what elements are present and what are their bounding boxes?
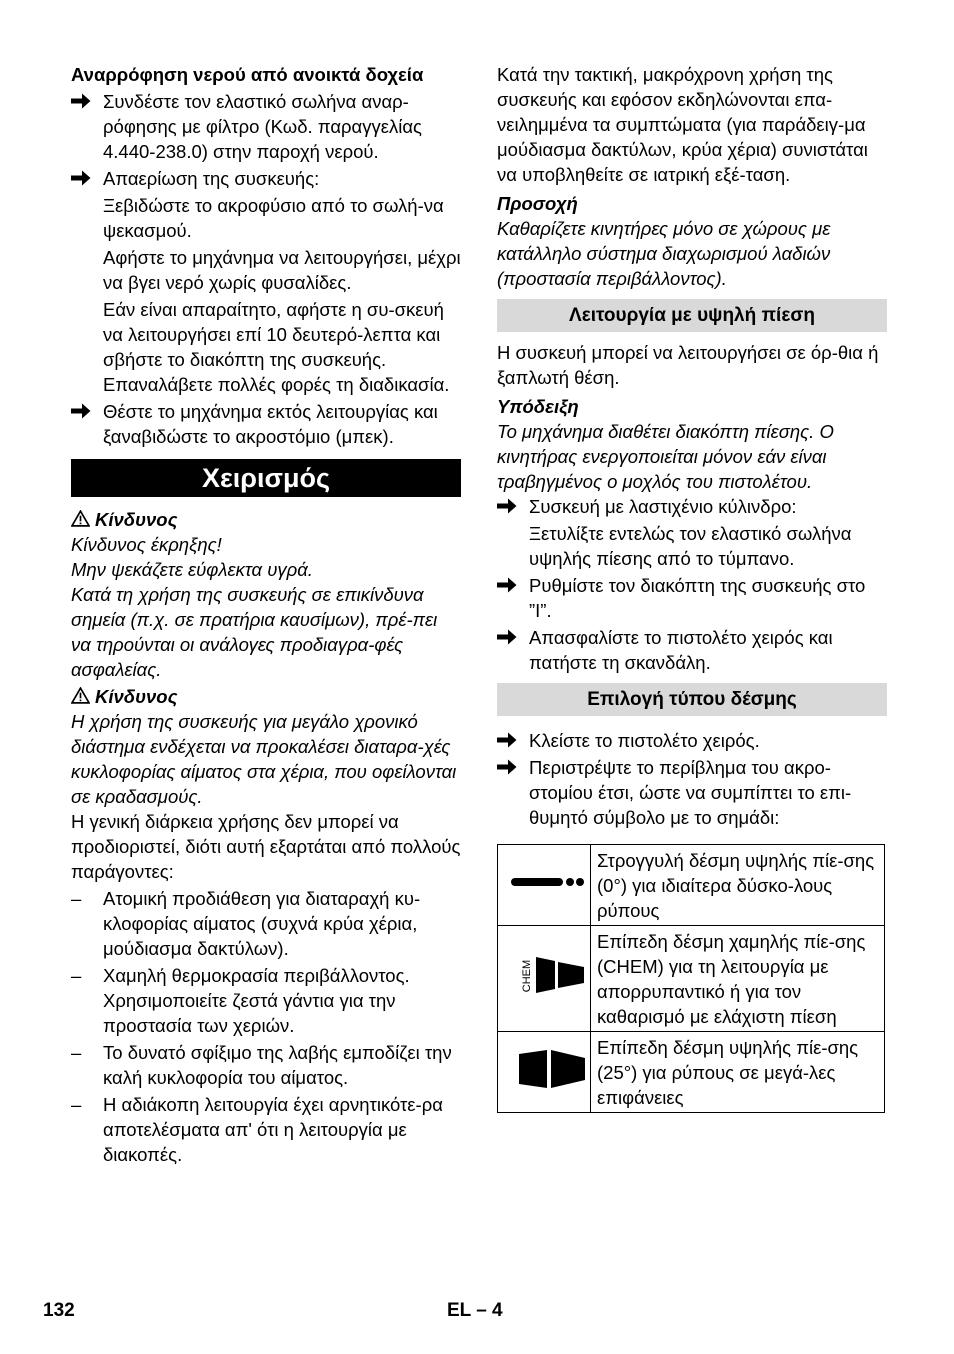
warning-triangle-icon: [71, 510, 90, 527]
list-item: [71, 963, 461, 1038]
step-text: Ρυθμίστε τον διακόπτη της συσκευής στο ”I”.: [529, 575, 866, 621]
note-text: Το μηχάνημα διαθέτει διακόπτη πίεσης. Ο κινητήρας ενεργοποιείται μόνον εάν είναι τραβηγμένος ο μοχλός του πιστολέτου.: [497, 421, 834, 492]
chem-label: CHEM: [521, 959, 533, 992]
step-detail: Ξετυλίξτε εντελώς τον ελαστικό σωλήνα υψηλής πίεσης από το τύμπανο.: [529, 523, 852, 569]
step-detail: Εάν είναι απαραίτητο, αφήστε η συ-σκευή να λειτουργήσει επί 10 δευτερό-λεπτα και σβήστε το διακόπτη της συσκευής. Επαναλάβετε πολλές φορές τη διαδικασία.: [103, 299, 450, 395]
danger-heading: [71, 507, 461, 532]
step-text: Συνδέστε τον ελαστικό σωλήνα αναρ-ρόφησης με φίλτρο (Κωδ. παραγγελίας 4.440-238.0) στην παροχή νερού.: [103, 91, 422, 162]
list-item-text: Ατομική προδιάθεση για διαταραχή κυ-κλοφορίας αίματος (συχνά κρύα χέρια, μούδιασμα δακτύλων).: [103, 888, 421, 959]
list-item: [71, 1040, 461, 1090]
warning-triangle-icon: [71, 687, 90, 704]
table-row: [498, 1032, 885, 1113]
dash-bullet: –: [71, 1094, 82, 1115]
instruction-step: [497, 728, 887, 753]
step-text: Απασφαλίστε το πιστολέτο χειρός και πατήστε τη σκανδάλη.: [529, 627, 833, 673]
list-item: [71, 1092, 461, 1167]
high-pressure-text: Η συσκευή μπορεί να λειτουργήσει σε όρ-θια ή ξαπλωτή θέση.: [497, 342, 879, 388]
list-item-text: Η αδιάκοπη λειτουργία έχει αρνητικότε-ρα αποτελέσματα απ' ότι η λειτουργία με διακοπές.: [103, 1094, 443, 1165]
caution-label: Προσοχή: [497, 193, 578, 214]
step-detail: Αφήστε το μηχάνημα να λειτουργήσει, μέχρι να βγει νερό χωρίς φυσαλίδες.: [103, 247, 461, 293]
danger-text: Κατά τη χρήση της συσκευής σε επικίνδυνα σημεία (π.χ. σε πρατήρια καυσίμων), πρέ-πει να τηρούνται οι ανάλογες προδιαγρα-φές ασφαλείας.: [71, 584, 438, 680]
arrow-right-icon: [71, 403, 91, 419]
instruction-step: [71, 399, 461, 449]
round-jet-icon: [499, 862, 589, 902]
danger-heading: [71, 684, 461, 709]
danger-label: Κίνδυνος: [95, 686, 178, 707]
step-text: Απαερίωση της συσκευής:: [103, 168, 320, 189]
instruction-step: [497, 494, 887, 519]
arrow-right-icon: [71, 93, 91, 109]
dash-bullet: –: [71, 965, 82, 986]
instruction-step: [497, 573, 887, 623]
flat-jet-25-icon: [499, 1034, 589, 1104]
dash-bullet: –: [71, 888, 82, 909]
danger-text: Μην ψεκάζετε εύφλεκτα υγρά.: [71, 559, 313, 580]
list-item-text: Χαμηλή θερμοκρασία περιβάλλοντος. Χρησιμοποιείτε ζεστά γάντια για την προστασία των χεριών.: [103, 965, 410, 1036]
dash-bullet: –: [71, 1042, 82, 1063]
arrow-right-icon: [71, 170, 91, 186]
step-text: Θέστε το μηχάνημα εκτός λειτουργίας και ξαναβιδώστε το ακροστόμιο (μπεκ).: [103, 401, 438, 447]
danger-text: Κίνδυνος έκρηξης!: [71, 534, 222, 555]
suction-heading: Αναρρόφηση νερού από ανοικτά δοχεία: [71, 64, 424, 85]
subsection-title-high-pressure: Λειτουργία με υψηλή πίεση: [497, 299, 887, 332]
jet-description: Επίπεδη δέσμη υψηλής πίε-σης (25°) για ρύπους σε μεγά-λες επιφάνειες: [591, 1032, 885, 1113]
jet-type-table: [497, 844, 885, 1113]
danger-label: Κίνδυνος: [95, 509, 178, 530]
arrow-right-icon: [497, 577, 517, 593]
vibration-advice: Κατά την τακτική, μακρόχρονη χρήση της συσκευής και εφόσον εκδηλώνονται επα-νειλημμένα τα συμπτώματα (για παράδειγ-μα μούδιασμα δακτύλων, κρύα χέρια) συνιστάται να υποβληθείτε σε ιατρική εξέ-ταση.: [497, 64, 868, 185]
list-item: [71, 886, 461, 961]
step-detail: Ξεβιδώστε το ακροφύσιο από το σωλή-να ψεκασμού.: [103, 195, 444, 241]
right-column: [497, 62, 887, 1113]
step-text: Περιστρέψτε το περίβλημα του ακρο-στομίου έτσι, ώστε να συμπίπτει το επι-θυμητό σύμβολο με το σημάδι:: [529, 757, 852, 828]
language-page-marker: EL – 4: [447, 1300, 503, 1321]
table-row: [498, 926, 885, 1032]
arrow-right-icon: [497, 629, 517, 645]
arrow-right-icon: [497, 732, 517, 748]
instruction-step: [71, 89, 461, 164]
danger-text: Η χρήση της συσκευής για μεγάλο χρονικό διάστημα ενδέχεται να προκαλέσει διαταρα-χές κυκλοφορίας αίματος στα χέρια, που οφείλονται σε κραδασμούς.: [71, 711, 457, 807]
section-title: Χειρισμός: [71, 459, 461, 497]
table-row: [498, 845, 885, 926]
step-text: Κλείστε το πιστολέτο χειρός.: [529, 730, 760, 751]
subsection-title-jet-type: Επιλογή τύπου δέσμης: [497, 683, 887, 716]
caution-text: Καθαρίζετε κινητήρες μόνο σε χώρους με κατάλληλο σύστημα διαχωρισμού λαδιών (προστασία περιβάλλοντος).: [497, 218, 831, 289]
instruction-step: [497, 755, 887, 830]
jet-icon-cell: [498, 926, 591, 1032]
instruction-step: [71, 166, 461, 191]
page-number: 132: [43, 1300, 75, 1321]
jet-icon-cell: [498, 845, 591, 926]
left-column: [71, 62, 461, 1169]
arrow-right-icon: [497, 759, 517, 775]
jet-description: Επίπεδη δέσμη χαμηλής πίε-σης (CHEM) για τη λειτουργία με απορρυπαντικό ή για τον καθαρισμό με ελάχιστη πίεση: [591, 926, 885, 1032]
duration-text: Η γενική διάρκεια χρήσης δεν μπορεί να προδιοριστεί, διότι αυτή εξαρτάται από πολλούς παράγοντες:: [71, 811, 461, 882]
step-text: Συσκευή με λαστιχένιο κύλινδρο:: [529, 496, 797, 517]
list-item-text: Το δυνατό σφίξιμο της λαβής εμποδίζει την καλή κυκλοφορία του αίματος.: [103, 1042, 452, 1088]
jet-description: Στρογγυλή δέσμη υψηλής πίε-σης (0°) για ιδιαίτερα δύσκο-λους ρύπους: [591, 845, 885, 926]
chem-flat-jet-icon: [499, 931, 589, 1021]
arrow-right-icon: [497, 498, 517, 514]
instruction-step: [497, 625, 887, 675]
jet-icon-cell: [498, 1032, 591, 1113]
note-label: Υπόδειξη: [497, 396, 579, 417]
